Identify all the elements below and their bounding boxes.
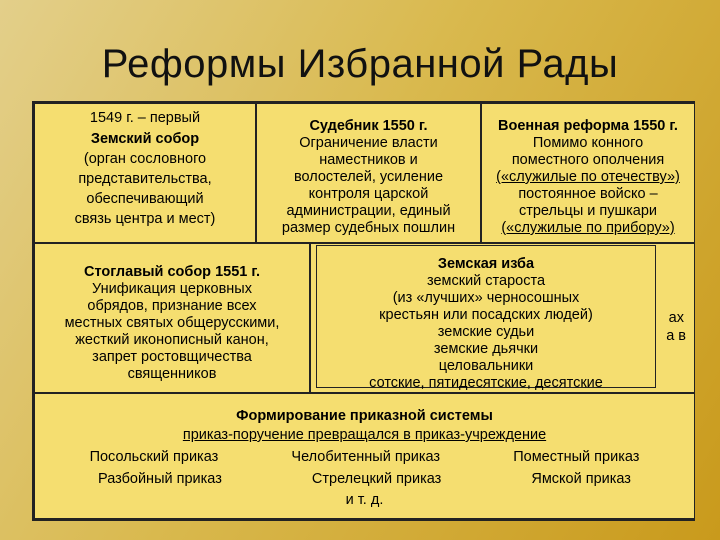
cell-heading: Военная реформа 1550 г. (498, 118, 678, 134)
slide-title: Реформы Избранной Рады (101, 42, 619, 86)
box-text: (из «лучших» черносошных (392, 290, 580, 306)
cell-heading: Формирование приказной системы (236, 408, 493, 424)
cell-text: размер судебных пошлин (281, 220, 456, 236)
cell-text: контроля царской (308, 186, 429, 202)
cell-text: наместников и (319, 152, 418, 168)
cell-heading: Земский собор (90, 131, 200, 147)
prikaz-item: Стрелецкий приказ (311, 471, 442, 487)
sudebnik-cell (256, 103, 481, 243)
prikaz-item: Посольский приказ (89, 449, 219, 465)
cell-text: священников (127, 366, 217, 382)
prikaz-footer: и т. д. (345, 492, 384, 508)
cell-text: стрельцы и пушкари (518, 203, 658, 219)
cell-text: поместного ополчения (511, 152, 665, 168)
military-reform-cell (481, 103, 695, 243)
cell-text-underlined: («служилые по отечеству») (496, 169, 680, 185)
prikaz-item: Челобитенный приказ (291, 449, 441, 465)
prikaz-item: Ямской приказ (531, 471, 631, 487)
prikaz-row (35, 446, 694, 468)
partial-text: а в (666, 328, 686, 344)
box-text: земский староста (426, 273, 546, 289)
zemsky-sobor-cell (34, 103, 256, 243)
prikaz-item: Разбойный приказ (98, 471, 222, 487)
cell-text: жесткий иконописный канон, (75, 332, 269, 348)
cell-text: (орган сословного (83, 151, 207, 167)
cell-text: представительства, (78, 171, 212, 187)
cell-text: Помимо конного (532, 135, 644, 151)
cell-text: администрации, единый (286, 203, 451, 219)
cell-text: волостелей, усиление (293, 169, 444, 185)
cell-heading: Стоглавый собор 1551 г. (84, 264, 260, 280)
cell-text: местных святых общерусскими, (64, 315, 280, 331)
stoglav-cell (34, 243, 310, 393)
box-text: целовальники (438, 358, 534, 374)
box-text: земские дьячки (433, 341, 539, 357)
cell-heading: Судебник 1550 г. (309, 118, 428, 134)
cell-text: 1549 г. – первый (89, 110, 201, 126)
cell-text-underlined: («служилые по прибору») (501, 220, 675, 236)
cell-text: связь центра и мест) (74, 211, 216, 227)
cell-text: Унификация церковных (92, 281, 252, 297)
box-heading: Земская изба (437, 256, 535, 272)
cell-text: постоянное войско – (518, 186, 658, 202)
cell-text: обрядов, признание всех (87, 298, 257, 314)
box-text: крестьян или посадских людей) (379, 307, 593, 323)
prikaz-item: Поместный приказ (513, 449, 640, 465)
partial-text: ах (668, 310, 684, 326)
box-text: сотские, пятидесятские, десятские (369, 375, 603, 391)
prikaz-row (35, 468, 694, 490)
cell-text: Ограничение власти (299, 135, 438, 151)
prikaz-system-cell (34, 393, 695, 519)
cell-text: обеспечивающий (86, 191, 204, 207)
zemskaya-izba-box (316, 245, 656, 391)
cell-subheading: приказ-поручение превращался в приказ-учреждение (182, 427, 547, 443)
box-text: земские судьи (437, 324, 535, 340)
cell-text: запрет ростовщичества (92, 349, 252, 365)
